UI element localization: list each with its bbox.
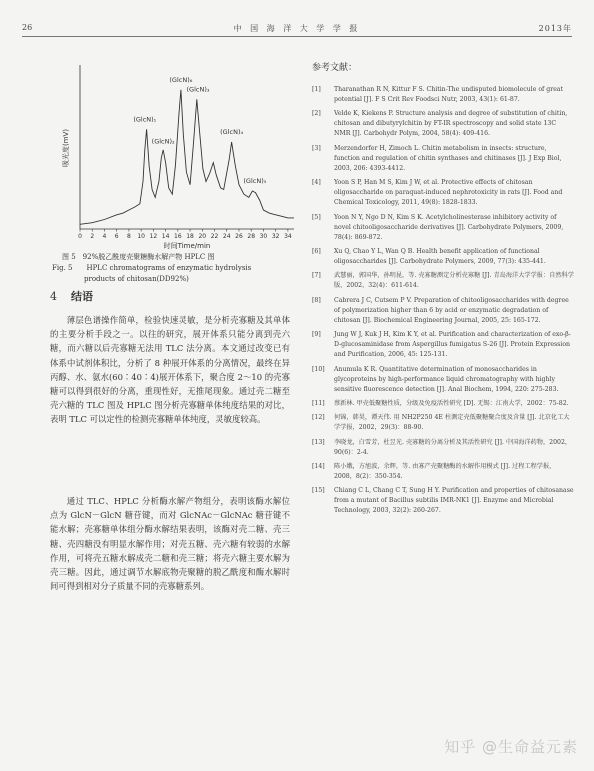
y-axis-label: 吸光度(mV) [62, 128, 70, 168]
reference-text: Anumula K R. Quantitative determination of monosaccharides in glycoproteins by high-performance liquid chromatography with highly sensitive fluorescence detection [J]. Anal Biochem, 1994, 220: 275-283. [334, 365, 559, 393]
reference-item [312, 462, 574, 482]
reference-number: [2] [312, 110, 321, 118]
peak-label: (GlcN)₂ [151, 137, 175, 146]
peak-label: (GlcN)₄ [220, 128, 244, 137]
section-title: 结语 [71, 290, 93, 303]
reference-item [312, 109, 574, 139]
reference-item [312, 330, 574, 360]
page-number: 26 [22, 23, 33, 32]
x-tick-label: 16 [174, 233, 182, 240]
reference-number: [12] [312, 414, 325, 422]
paragraph-2: 通过 TLC、HPLC 分析酶水解产物组分，表明该酶水解位点为 GlcN－GlcN 糖苷键，而对 GlcNAc－GlcNAc 糖苷键不能水解；壳寡糖单体组分酶水解结果表明，该酶对壳二糖、壳三糖、壳四糖没有明显水解作用；对壳五糖、壳六糖有较弱的水解作用，可将壳五糖水解成壳二糖和壳三糖；将壳六糖主要水解为壳三糖。因此，通过调节水解底物壳聚糖的脱乙酰度和酶水解时间可得到相对分子质量不同的壳寡糖系列。 [50, 496, 290, 592]
x-tick-label: 26 [235, 233, 243, 240]
x-tick-label: 20 [198, 233, 207, 240]
reference-number: [14] [312, 463, 325, 471]
reference-number: [3] [312, 144, 321, 152]
hplc-chart-svg [50, 45, 300, 250]
x-tick-label: 24 [222, 233, 231, 240]
reference-item [312, 247, 574, 267]
reference-list [312, 85, 574, 521]
watermark: 知乎 @生命益元素 [444, 738, 578, 756]
reference-number: [5] [312, 213, 321, 221]
reference-text: 何锦，韩昊，谭天伟. 用 NH2P250 4E 柱测定壳低聚糖聚合度及含量 [J]. 北京化工大学学报，2002，29(3)：88-90. [334, 414, 570, 432]
reference-number: [6] [312, 247, 321, 255]
x-tick-label: 32 [271, 233, 280, 240]
reference-item [312, 486, 574, 516]
section-number: 4 [50, 290, 57, 303]
reference-item [312, 85, 574, 105]
caption-zh: 图 5 92%脱乙酰度壳聚糖酶水解产物 HPLC 图 [62, 253, 215, 261]
x-tick-label: 28 [247, 233, 256, 240]
reference-text: 蔡新林. 甲壳低聚糖性质，分级及免疫活性研究 [D]. 无锡：江南大学，2002：75-82. [334, 399, 569, 407]
reference-text: Yoon S P, Han M S, Kim J W, et al. Protective effects of chitosan oligosaccharide on paraquat-induced nephrotoxicity in rats [J]. Food and Chemical Toxicology, 2011, 49(8): 1828-1833. [334, 179, 563, 207]
x-axis-label: 时间Time/min [163, 242, 211, 250]
caption-en-line1: Fig. 5 HPLC chromatograms of enzymatic hydrolysis [52, 264, 252, 272]
reference-number: [8] [312, 296, 321, 304]
reference-text: Velde K, Kiekens P. Structure analysis and degree of substitution of chitin, chitosan and dibutyrylchitin by FT-IR spectroscopy and solid state 13C NMR [J]. Carbohydr Polym, 2004, 58(4): 409-416. [334, 110, 568, 138]
x-tick-label: 0 [78, 233, 82, 240]
x-tick-label: 6 [114, 233, 119, 240]
reference-text: Yoon N Y, Ngo D N, Kim S K. Acetylcholinesterase inhibitory activity of novel chitooligosaccharide derivatives [J]. Carbohydrate Polymers, 2009, 78(4): 869-872. [334, 213, 564, 241]
journal-year: 2013年 [538, 24, 572, 33]
reference-text: Jung W J, Kuk J H, Kim K Y, et al. Purification and characterization of exo-β-D-glucosaminidase from Aspergillus fumigatus S-26 [J]. Protein Expression and Purification, 2006, 45: 125-131. [334, 331, 571, 359]
reference-text: Xu Q, Chao Y L, Wan Q B. Health benefit application of functional oligosaccharides [J]. Carbohydrate Polymers, 2009, 77(3): 435-441. [334, 247, 546, 265]
reference-item [312, 144, 574, 174]
x-tick-label: 10 [137, 233, 145, 240]
paragraph-1: 薄层色谱操作简单，检验快速灵敏，是分析壳寡糖及其单体的主要分析手段之一。以往的研究，展开体系只能分离到壳六糖，而六糖以后壳寡糖无法用 TLC 法分离。本文通过改变已有体系中试剂体积比，分析了 8 种展开体系的分离情况，最终在异丙醇、水、氨水(60∶40∶4)展开体系下，聚合度 2～10 的壳寡糖可以得到很好的分离，重现性好，无推尾现象。通过壳二糖至壳六糖的 TLC 图及 HPLC 图分析壳寡糖单体纯度结果的对比，表明 TLC 可以定性的检测壳寡糖单体纯度，灵敏度较高。 [50, 315, 290, 425]
peak-label: (GlcN)₃ [186, 85, 210, 94]
reference-number: [13] [312, 438, 325, 446]
peak-label: (GlcN)₁ [133, 115, 157, 124]
peak-label: (GlcN)₅ [243, 177, 267, 186]
reference-text: 武慧丽，郭国华，孙明昆，等. 壳寡糖测定分析壳寡糖 [J]. 青岛海洋大学学报：自然科学版，2002，32(4)：611-614. [334, 272, 574, 290]
x-tick-label: 14 [161, 233, 170, 240]
peak-annotations [133, 76, 266, 185]
x-ticks [78, 229, 292, 240]
reference-text: Merzendorfer H, Zimoch L. Chitin metabolism in insects: structure, function and regulation of chitin synthases and chitinases [J]. J Exp Biol, 2003, 206: 4393-4412. [334, 144, 562, 172]
x-tick-label: 30 [259, 233, 268, 240]
reference-text: Tharanathan R N, Kittur F S. Chitin-The undisputed biomolecule of great potential [J]. F S Crit Rev Foodsci Nutr, 2003, 43(1): 61-87. [334, 86, 564, 103]
x-tick-label: 2 [90, 233, 95, 240]
reference-number: [7] [312, 272, 321, 280]
page-header [22, 22, 572, 37]
reference-item [312, 365, 574, 395]
reference-number: [9] [312, 331, 321, 339]
section-heading [50, 288, 93, 304]
journal-name: 中 国 海 洋 大 学 学 报 [233, 24, 361, 33]
reference-item [312, 438, 574, 458]
caption-en-line2: products of chitosan(DD92%) [84, 275, 189, 283]
peak-label: (GlcN)₆ [169, 75, 193, 84]
references-title: 参考文献： [312, 63, 358, 73]
reference-item [312, 178, 574, 208]
reference-number: [4] [312, 179, 321, 187]
reference-text: 李晓龙，白雪芳，杜昱光. 壳寡糖的分离分析及其活性研究 [J]. 中国海洋药物，2002，90(6)：2-4. [334, 438, 572, 456]
reference-number: [11] [312, 399, 325, 407]
x-tick-label: 34 [284, 233, 292, 240]
reference-item [312, 213, 574, 243]
x-tick-label: 4 [102, 233, 107, 240]
reference-number: [10] [312, 365, 325, 373]
reference-number: [15] [312, 487, 325, 495]
reference-number: [1] [312, 86, 321, 93]
reference-item [312, 399, 574, 409]
hplc-chart [50, 45, 300, 250]
x-tick-label: 8 [127, 233, 131, 240]
x-tick-label: 18 [186, 233, 194, 240]
reference-text: Chiang C L, Chang C T, Sung H Y. Purification and properties of chitosanase from a mutant of Bacillus subtilis IMR-NK1 [J]. Enzyme and Microbial Technology, 2003, 32(2): 260-267. [334, 487, 574, 515]
figure-caption [50, 252, 300, 285]
chromatogram-trace [80, 90, 294, 225]
reference-item [312, 271, 574, 291]
reference-item [312, 413, 574, 433]
x-tick-label: 12 [149, 233, 158, 240]
reference-text: Cabrera J C, Cutsem P V. Preparation of chitooligosaccharides with degree of polymerization higher than 6 by acid or enzymatic degradation of chitosan [J]. Biochemical Engineering Journal, 2005, 25: 165-172. [334, 296, 569, 324]
reference-text: 陈小娥，方旭波，余辉，等. 由寡产壳聚糖酶的水解作用模式 [J]. 过程工程学报，2008，8(2)：350-354. [334, 463, 556, 481]
x-tick-label: 22 [210, 233, 219, 240]
reference-item [312, 296, 574, 326]
